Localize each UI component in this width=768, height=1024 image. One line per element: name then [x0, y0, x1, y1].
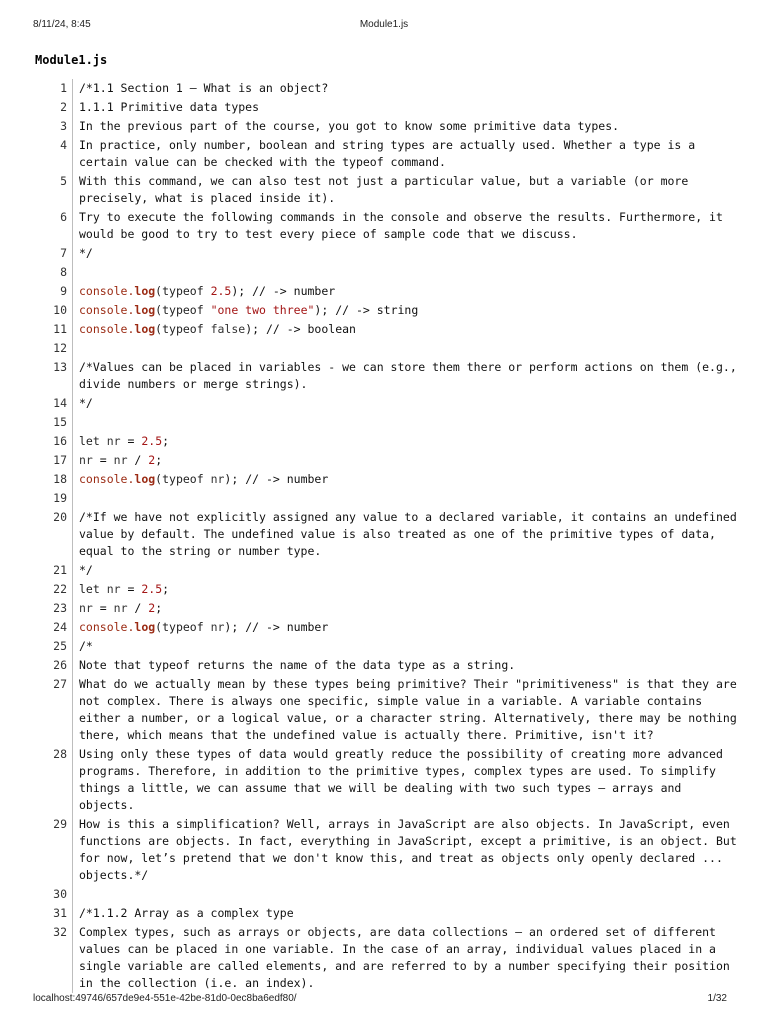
- code-token: nr: [210, 620, 225, 634]
- code-token: ;: [155, 601, 163, 615]
- line-text: [73, 117, 739, 136]
- line-number: 21: [45, 561, 73, 580]
- code-line: [45, 320, 739, 339]
- line-number: 27: [45, 675, 73, 745]
- code-line: [45, 508, 744, 561]
- code-token: /*If we have not explicitly assigned any value to a declared variable, it contains an undefined value by default. The undefined value is also treated as one of the primitive types of data, equal to the string or number type.: [79, 510, 744, 558]
- code-token: /*Values can be placed in variables - we can store them there or perform actions on them (e.g., divide numbers or merge strings).: [79, 360, 744, 391]
- code-token: let: [79, 582, 107, 596]
- line-text: [73, 580, 739, 599]
- code-line: [45, 339, 739, 358]
- line-number: 17: [45, 451, 73, 470]
- line-text: [73, 244, 739, 263]
- code-token: nr: [79, 601, 93, 615]
- code-line: [45, 885, 739, 904]
- code-token: /*1.1 Section 1 – What is an object?: [79, 81, 329, 95]
- code-token: false: [210, 322, 246, 336]
- code-token: ); // -> number: [231, 284, 336, 298]
- page-url: localhost:49746/657de9e4-551e-42be-81d0-0ec8ba6edf80/: [33, 993, 297, 1004]
- line-text: [73, 79, 739, 98]
- line-text: [73, 432, 739, 451]
- code-token: ;: [162, 434, 170, 448]
- code-listing: [45, 79, 744, 993]
- code-token: (typeof: [155, 472, 211, 486]
- line-number: 24: [45, 618, 73, 637]
- line-text: [73, 413, 739, 432]
- line-text: [73, 451, 739, 470]
- line-text: [73, 320, 739, 339]
- code-token: ); // -> number: [224, 620, 329, 634]
- code-line: [45, 98, 739, 117]
- code-line: [45, 451, 739, 470]
- line-number: 8: [45, 263, 73, 282]
- code-token: 2.5: [141, 434, 163, 448]
- code-token: (typeof: [155, 303, 211, 317]
- code-line: [45, 263, 739, 282]
- line-number: 6: [45, 208, 73, 244]
- code-token: /*1.1.2 Array as a complex type: [79, 906, 294, 920]
- page-number: 1/32: [707, 993, 727, 1004]
- code-token: console.: [79, 472, 135, 486]
- print-footer: [33, 993, 735, 1007]
- print-header: [33, 19, 735, 33]
- code-line: [45, 394, 739, 413]
- line-text: [73, 745, 739, 815]
- code-line: [45, 561, 739, 580]
- code-token: nr: [79, 453, 93, 467]
- print-title: Module1.js: [359, 19, 409, 30]
- code-token: What do we actually mean by these types being primitive? Their "primitiveness" is that they are not complex. There is always one specific, simple value in a variable. A variable contains either a number, or a logical value, or a character string. Alternatively, there may be nothing there, which means that the undefined value is actually there. Primitive, isn't it?: [79, 677, 744, 742]
- line-text: [73, 656, 739, 675]
- code-line: [45, 489, 739, 508]
- code-token: 2: [148, 453, 156, 467]
- code-token: ); // -> string: [314, 303, 419, 317]
- line-number: 30: [45, 885, 73, 904]
- code-line: [45, 815, 744, 885]
- code-line: [45, 79, 739, 98]
- line-number: 12: [45, 339, 73, 358]
- code-token: (typeof: [155, 322, 211, 336]
- code-line: [45, 675, 744, 745]
- code-token: ;: [155, 453, 163, 467]
- code-line: [45, 244, 739, 263]
- code-line: [45, 923, 739, 993]
- print-date: 8/11/24, 8:45: [33, 19, 91, 30]
- line-text: [73, 208, 739, 244]
- code-token: nr: [106, 582, 121, 596]
- code-line: [45, 904, 739, 923]
- code-line: [45, 745, 739, 815]
- line-text: [73, 923, 739, 993]
- code-line: [45, 117, 739, 136]
- code-token: nr: [210, 472, 225, 486]
- line-number: 18: [45, 470, 73, 489]
- line-number: 26: [45, 656, 73, 675]
- code-token: */: [79, 396, 93, 410]
- code-token: log: [134, 472, 156, 486]
- code-token: */: [79, 246, 93, 260]
- line-number: 32: [45, 923, 73, 993]
- line-number: 23: [45, 599, 73, 618]
- code-line: [45, 413, 739, 432]
- code-token: (typeof: [155, 284, 211, 298]
- line-number: 2: [45, 98, 73, 117]
- line-text: [73, 489, 739, 508]
- line-text: [73, 394, 739, 413]
- code-token: In practice, only number, boolean and string types are actually used. Whether a type is a certain value can be checked with the typeof command.: [79, 138, 703, 169]
- code-token: console.: [79, 620, 135, 634]
- code-line: [45, 358, 744, 394]
- code-token: How is this a simplification? Well, arrays in JavaScript are also objects. In JavaScript, even functions are objects. In fact, everything in JavaScript, except a primitive, is an object. But for now, let’s pretend that we don't know this, and treat as objects only openly declared ... objects.*/: [79, 817, 744, 882]
- line-text: [73, 508, 744, 561]
- line-number: 19: [45, 489, 73, 508]
- line-number: 31: [45, 904, 73, 923]
- code-token: /: [127, 601, 149, 615]
- code-line: [45, 282, 739, 301]
- code-token: 2.5: [141, 582, 163, 596]
- line-text: [73, 282, 739, 301]
- code-token: let: [79, 434, 107, 448]
- code-token: nr: [113, 601, 128, 615]
- line-number: 20: [45, 508, 73, 561]
- code-token: log: [134, 303, 156, 317]
- line-number: 14: [45, 394, 73, 413]
- code-token: nr: [106, 434, 121, 448]
- line-text: [73, 637, 739, 656]
- code-token: Complex types, such as arrays or objects, are data collections – an ordered set of different values can be placed in one variable. In the case of an array, individual values placed in a single variable are called elements, and are referred to by a number specifying their position in the collection (i.e. an index).: [79, 925, 737, 990]
- code-token: =: [92, 601, 114, 615]
- line-number: 25: [45, 637, 73, 656]
- line-text: [73, 904, 739, 923]
- line-text: [73, 815, 744, 885]
- code-token: console.: [79, 303, 135, 317]
- line-number: 1: [45, 79, 73, 98]
- code-token: log: [134, 284, 156, 298]
- line-number: 7: [45, 244, 73, 263]
- code-token: 1.1.1 Primitive data types: [79, 100, 260, 114]
- line-text: [73, 885, 739, 904]
- line-number: 5: [45, 172, 73, 208]
- line-text: [73, 599, 739, 618]
- line-text: [73, 98, 739, 117]
- code-line: [45, 172, 739, 208]
- code-line: [45, 470, 739, 489]
- line-number: 16: [45, 432, 73, 451]
- code-token: Try to execute the following commands in the console and observe the results. Furthermore, it would be good to try to test every piece of sample code that we discuss.: [79, 210, 730, 241]
- code-token: =: [120, 434, 142, 448]
- code-token: /: [127, 453, 149, 467]
- code-line: [45, 656, 739, 675]
- code-token: ); // -> boolean: [245, 322, 356, 336]
- code-token: 2: [148, 601, 156, 615]
- code-line: [45, 136, 739, 172]
- code-line: [45, 618, 739, 637]
- line-text: [73, 618, 739, 637]
- code-line: [45, 208, 739, 244]
- code-token: /*: [79, 639, 93, 653]
- code-line: [45, 637, 739, 656]
- code-token: Note that typeof returns the name of the data type as a string.: [79, 658, 516, 672]
- code-token: ;: [162, 582, 170, 596]
- line-number: 9: [45, 282, 73, 301]
- code-line: [45, 301, 739, 320]
- code-token: (typeof: [155, 620, 211, 634]
- line-number: 4: [45, 136, 73, 172]
- line-number: 13: [45, 358, 73, 394]
- file-title: Module1.js: [35, 53, 108, 67]
- line-number: 15: [45, 413, 73, 432]
- line-text: [73, 263, 739, 282]
- line-text: [73, 470, 739, 489]
- line-number: 29: [45, 815, 73, 885]
- code-token: console.: [79, 322, 135, 336]
- line-text: [73, 561, 739, 580]
- code-token: Using only these types of data would greatly reduce the possibility of creating more advanced programs. Therefore, in addition to the primitive types, complex types are used. To simplify things a little, we can assume that we will be dealing with two such types – arrays and objects.: [79, 747, 730, 812]
- code-token: nr: [113, 453, 128, 467]
- line-text: [73, 136, 739, 172]
- code-token: 2.5: [210, 284, 232, 298]
- line-number: 10: [45, 301, 73, 320]
- code-token: log: [134, 322, 156, 336]
- code-token: ); // -> number: [224, 472, 329, 486]
- line-text: [73, 675, 744, 745]
- line-number: 11: [45, 320, 73, 339]
- line-number: 3: [45, 117, 73, 136]
- line-text: [73, 358, 744, 394]
- code-token: In the previous part of the course, you got to know some primitive data types.: [79, 119, 620, 133]
- code-token: "one two three": [210, 303, 315, 317]
- code-token: With this command, we can also test not just a particular value, but a variable (or more precisely, what is placed inside it).: [79, 174, 696, 205]
- code-token: =: [120, 582, 142, 596]
- code-line: [45, 432, 739, 451]
- line-text: [73, 172, 739, 208]
- code-token: log: [134, 620, 156, 634]
- line-number: 28: [45, 745, 73, 815]
- code-token: */: [79, 563, 93, 577]
- code-token: =: [92, 453, 114, 467]
- code-line: [45, 580, 739, 599]
- code-line: [45, 599, 739, 618]
- line-number: 22: [45, 580, 73, 599]
- line-text: [73, 301, 739, 320]
- line-text: [73, 339, 739, 358]
- code-token: console.: [79, 284, 135, 298]
